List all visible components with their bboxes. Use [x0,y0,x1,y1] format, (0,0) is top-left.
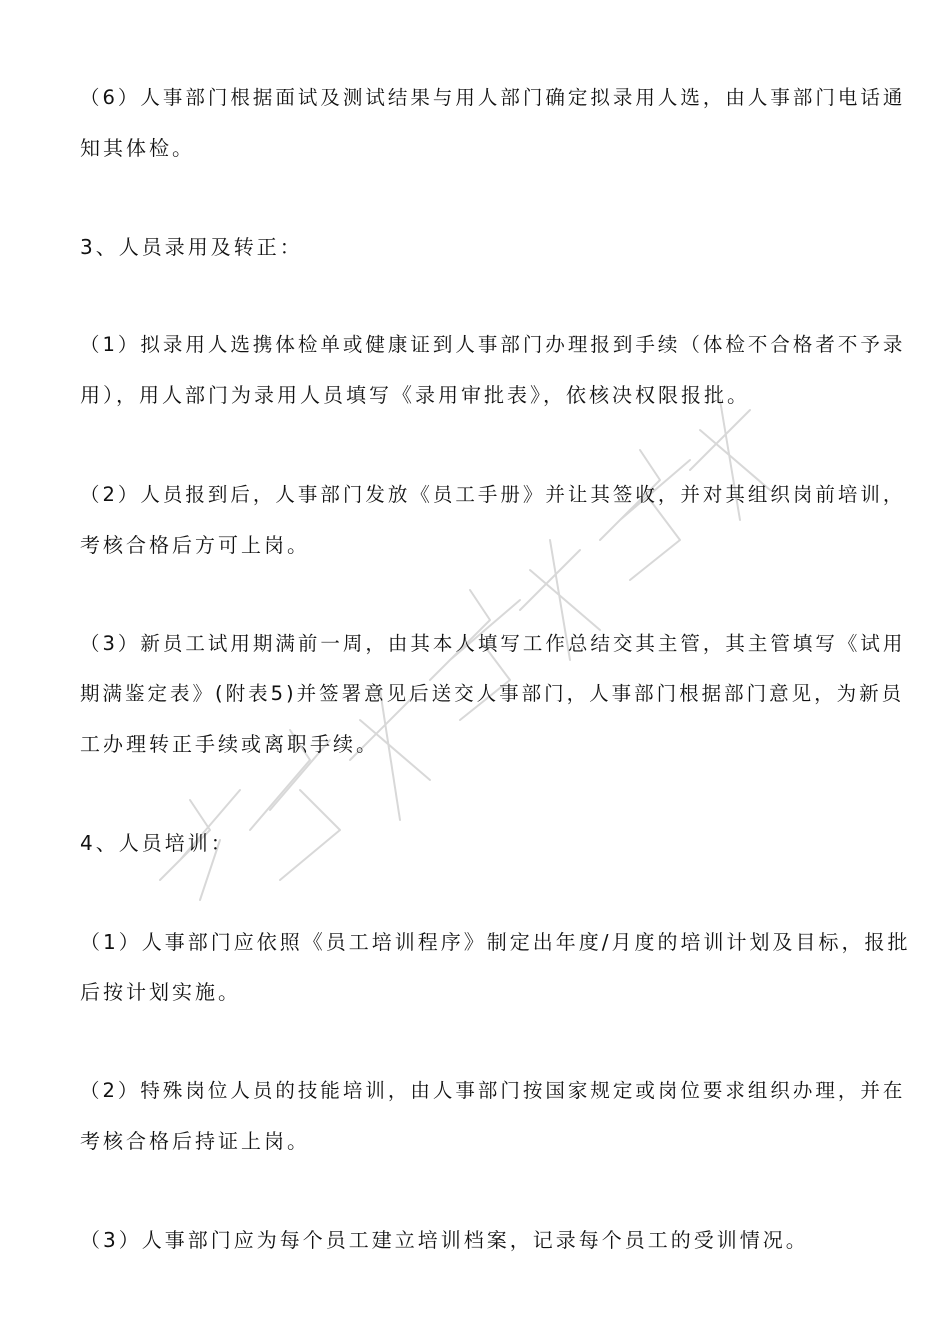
text-line: （6）人事部门根据面试及测试结果与用人部门确定拟录用人选，由人事部门电话通 [80,86,906,109]
text-line: 期满鉴定表》(附表5)并签署意见后送交人事部门，人事部门根据部门意见，为新员 [80,682,905,705]
text-line: 后按计划实施。 [80,980,241,1004]
text-line: （3）新员工试用期满前一周，由其本人填写工作总结交其主管，其主管填写《试用 [80,632,906,655]
text-line: 考核合格后方可上岗。 [80,533,310,557]
text-line: （1）人事部门应依照《员工培训程序》制定出年度/月度的培训计划及目标，报批 [80,930,911,954]
text-line: 知其体检。 [80,136,195,160]
text-line: （3）人事部门应为每个员工建立培训档案，记录每个员工的受训情况。 [80,1228,809,1252]
text-line: （2）人员报到后，人事部门发放《员工手册》并让其签收，并对其组织岗前培训， [80,483,906,506]
text-line: 工办理转正手续或离职手续。 [80,732,379,756]
text-line: （1）拟录用人选携体检单或健康证到人事部门办理报到手续（体检不合格者不予录 [80,333,906,356]
text-line: （2）特殊岗位人员的技能培训，由人事部门按国家规定或岗位要求组织办理，并在 [80,1079,906,1102]
text-line: 用），用人部门为录用人员填写《录用审批表》，依核决权限报批。 [80,383,750,407]
text-line: 考核合格后持证上岗。 [80,1129,310,1153]
section-heading: 3、人员录用及转正： [80,235,303,259]
section-heading: 4、人员培训： [80,831,234,855]
